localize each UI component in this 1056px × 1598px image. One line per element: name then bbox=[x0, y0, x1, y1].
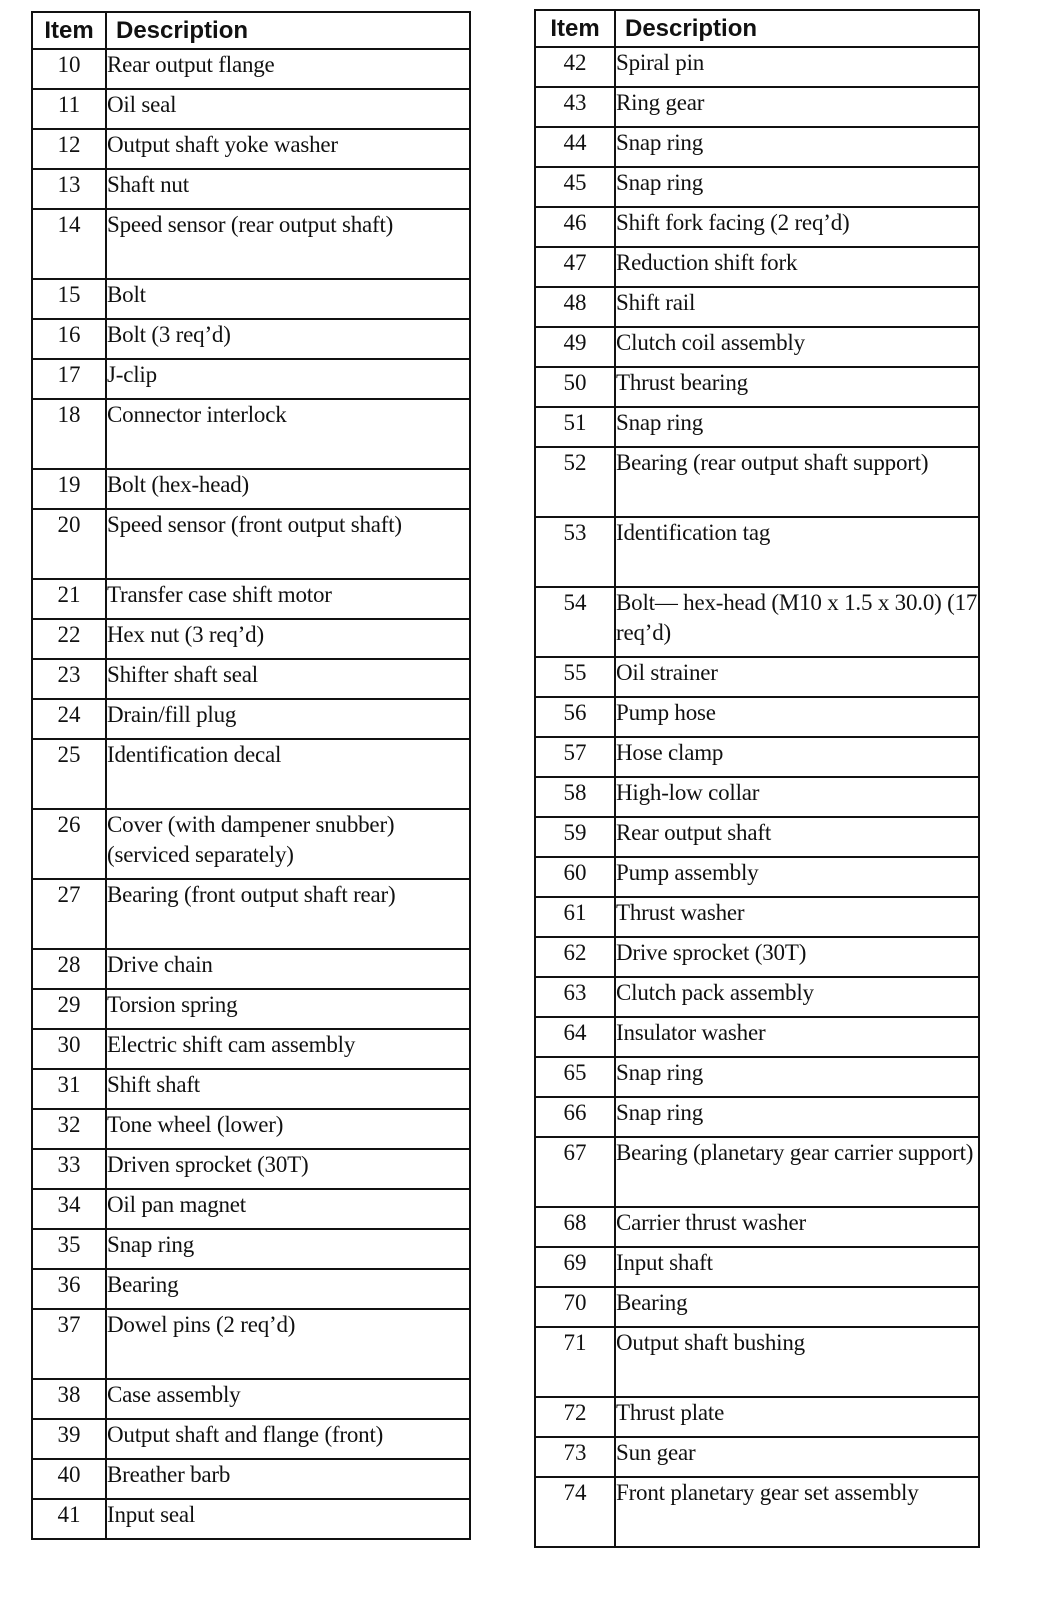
item-description: Input seal bbox=[106, 1499, 470, 1539]
header-row bbox=[535, 10, 979, 47]
item-number: 65 bbox=[535, 1057, 615, 1097]
table-row bbox=[32, 49, 470, 89]
item-description: Bearing bbox=[106, 1269, 470, 1309]
table-row bbox=[535, 937, 979, 977]
item-description: Oil seal bbox=[106, 89, 470, 129]
item-description: Speed sensor (front output shaft) bbox=[106, 509, 470, 579]
table-row bbox=[32, 1229, 470, 1269]
item-description: Shifter shaft seal bbox=[106, 659, 470, 699]
item-description: Thrust plate bbox=[615, 1397, 979, 1437]
item-number: 10 bbox=[32, 49, 106, 89]
table-row bbox=[535, 207, 979, 247]
item-description: Transfer case shift motor bbox=[106, 579, 470, 619]
item-number: 15 bbox=[32, 279, 106, 319]
item-number: 39 bbox=[32, 1419, 106, 1459]
item-description: Shift rail bbox=[615, 287, 979, 327]
table-row bbox=[32, 209, 470, 279]
item-description: High-low collar bbox=[615, 777, 979, 817]
table-row bbox=[535, 697, 979, 737]
table-row bbox=[535, 1477, 979, 1547]
table-row bbox=[32, 1309, 470, 1379]
table-row bbox=[535, 1247, 979, 1287]
table-row bbox=[32, 509, 470, 579]
item-number: 14 bbox=[32, 209, 106, 279]
item-number: 53 bbox=[535, 517, 615, 587]
table-row bbox=[535, 407, 979, 447]
item-description: Thrust bearing bbox=[615, 367, 979, 407]
table-row bbox=[535, 1057, 979, 1097]
item-number: 72 bbox=[535, 1397, 615, 1437]
table-row bbox=[535, 367, 979, 407]
table-row bbox=[535, 127, 979, 167]
table-row bbox=[535, 977, 979, 1017]
item-number: 42 bbox=[535, 47, 615, 87]
item-number: 56 bbox=[535, 697, 615, 737]
item-number: 58 bbox=[535, 777, 615, 817]
item-description: Clutch pack assembly bbox=[615, 977, 979, 1017]
item-description: Tone wheel (lower) bbox=[106, 1109, 470, 1149]
table-row bbox=[535, 447, 979, 517]
item-column-header: Item bbox=[535, 10, 615, 47]
item-number: 73 bbox=[535, 1437, 615, 1477]
table-row bbox=[535, 247, 979, 287]
item-description: Thrust washer bbox=[615, 897, 979, 937]
item-number: 48 bbox=[535, 287, 615, 327]
item-number: 20 bbox=[32, 509, 106, 579]
item-number: 43 bbox=[535, 87, 615, 127]
item-number: 22 bbox=[32, 619, 106, 659]
table-row bbox=[32, 739, 470, 809]
table-row bbox=[535, 587, 979, 657]
item-description: Hex nut (3 req’d) bbox=[106, 619, 470, 659]
item-description: Case assembly bbox=[106, 1379, 470, 1419]
header-row bbox=[32, 12, 470, 49]
item-number: 67 bbox=[535, 1137, 615, 1207]
item-number: 25 bbox=[32, 739, 106, 809]
item-number: 35 bbox=[32, 1229, 106, 1269]
item-description: Drain/fill plug bbox=[106, 699, 470, 739]
item-description: Driven sprocket (30T) bbox=[106, 1149, 470, 1189]
item-description: Output shaft bushing bbox=[615, 1327, 979, 1397]
item-description: Breather barb bbox=[106, 1459, 470, 1499]
item-number: 24 bbox=[32, 699, 106, 739]
table-row bbox=[535, 167, 979, 207]
table-row bbox=[535, 1437, 979, 1477]
table-row bbox=[535, 87, 979, 127]
table-row bbox=[32, 809, 470, 879]
item-description: Snap ring bbox=[615, 1097, 979, 1137]
parts-table-right bbox=[534, 9, 980, 1548]
item-number: 46 bbox=[535, 207, 615, 247]
table-row bbox=[32, 1109, 470, 1149]
item-number: 60 bbox=[535, 857, 615, 897]
table-row bbox=[32, 949, 470, 989]
table-row bbox=[32, 1029, 470, 1069]
table-row bbox=[32, 579, 470, 619]
table-row bbox=[32, 619, 470, 659]
item-description: Rear output shaft bbox=[615, 817, 979, 857]
item-number: 63 bbox=[535, 977, 615, 1017]
item-number: 18 bbox=[32, 399, 106, 469]
item-description: Bolt (hex-head) bbox=[106, 469, 470, 509]
item-number: 27 bbox=[32, 879, 106, 949]
table-row bbox=[535, 857, 979, 897]
item-number: 59 bbox=[535, 817, 615, 857]
item-number: 45 bbox=[535, 167, 615, 207]
table-row bbox=[535, 897, 979, 937]
item-description: Shift fork facing (2 req’d) bbox=[615, 207, 979, 247]
item-number: 49 bbox=[535, 327, 615, 367]
item-number: 69 bbox=[535, 1247, 615, 1287]
table-row bbox=[535, 1397, 979, 1437]
table-row bbox=[32, 659, 470, 699]
table-row bbox=[32, 1459, 470, 1499]
table-row bbox=[32, 399, 470, 469]
item-description: Bolt bbox=[106, 279, 470, 319]
item-description: Pump assembly bbox=[615, 857, 979, 897]
item-number: 13 bbox=[32, 169, 106, 209]
item-description: Oil strainer bbox=[615, 657, 979, 697]
item-number: 70 bbox=[535, 1287, 615, 1327]
table-row bbox=[32, 319, 470, 359]
item-description: Carrier thrust washer bbox=[615, 1207, 979, 1247]
table-row bbox=[535, 777, 979, 817]
table-row bbox=[535, 737, 979, 777]
item-description: Insulator washer bbox=[615, 1017, 979, 1057]
item-description: Sun gear bbox=[615, 1437, 979, 1477]
description-column-header: Description bbox=[615, 10, 979, 47]
item-number: 44 bbox=[535, 127, 615, 167]
item-description: Torsion spring bbox=[106, 989, 470, 1029]
item-number: 33 bbox=[32, 1149, 106, 1189]
item-number: 11 bbox=[32, 89, 106, 129]
item-description: Snap ring bbox=[615, 407, 979, 447]
item-description: Input shaft bbox=[615, 1247, 979, 1287]
item-number: 28 bbox=[32, 949, 106, 989]
item-number: 62 bbox=[535, 937, 615, 977]
item-number: 61 bbox=[535, 897, 615, 937]
table-row bbox=[32, 279, 470, 319]
item-number: 40 bbox=[32, 1459, 106, 1499]
table-row bbox=[32, 1499, 470, 1539]
item-column-header: Item bbox=[32, 12, 106, 49]
item-description: Dowel pins (2 req’d) bbox=[106, 1309, 470, 1379]
item-number: 57 bbox=[535, 737, 615, 777]
item-description: Shaft nut bbox=[106, 169, 470, 209]
item-description: Spiral pin bbox=[615, 47, 979, 87]
item-number: 31 bbox=[32, 1069, 106, 1109]
table-row bbox=[535, 1017, 979, 1057]
item-description: Snap ring bbox=[615, 167, 979, 207]
item-number: 23 bbox=[32, 659, 106, 699]
item-description: Bolt (3 req’d) bbox=[106, 319, 470, 359]
table-row bbox=[32, 1379, 470, 1419]
table-row bbox=[32, 1419, 470, 1459]
table-row bbox=[535, 817, 979, 857]
item-description: Reduction shift fork bbox=[615, 247, 979, 287]
item-description: Front planetary gear set assembly bbox=[615, 1477, 979, 1547]
table-row bbox=[535, 327, 979, 367]
item-description: Speed sensor (rear output shaft) bbox=[106, 209, 470, 279]
parts-table-left bbox=[31, 11, 471, 1540]
table-row bbox=[32, 89, 470, 129]
table-row bbox=[535, 1097, 979, 1137]
item-description: Clutch coil assembly bbox=[615, 327, 979, 367]
item-description: Output shaft and flange (front) bbox=[106, 1419, 470, 1459]
item-description: Bearing bbox=[615, 1287, 979, 1327]
item-description: Identification decal bbox=[106, 739, 470, 809]
item-number: 74 bbox=[535, 1477, 615, 1547]
item-number: 54 bbox=[535, 587, 615, 657]
item-description: Oil pan magnet bbox=[106, 1189, 470, 1229]
table-row bbox=[535, 1327, 979, 1397]
item-description: Bearing (planetary gear carrier support) bbox=[615, 1137, 979, 1207]
table-row bbox=[32, 1189, 470, 1229]
table-row bbox=[535, 1207, 979, 1247]
item-description: Hose clamp bbox=[615, 737, 979, 777]
item-description: J-clip bbox=[106, 359, 470, 399]
table-row bbox=[32, 359, 470, 399]
table-row bbox=[32, 879, 470, 949]
item-description: Cover (with dampener snubber) (serviced separately) bbox=[106, 809, 470, 879]
item-description: Identification tag bbox=[615, 517, 979, 587]
table-row bbox=[32, 129, 470, 169]
item-number: 12 bbox=[32, 129, 106, 169]
table-row bbox=[32, 469, 470, 509]
item-number: 34 bbox=[32, 1189, 106, 1229]
item-number: 38 bbox=[32, 1379, 106, 1419]
item-description: Snap ring bbox=[615, 1057, 979, 1097]
item-number: 68 bbox=[535, 1207, 615, 1247]
table-row bbox=[535, 1137, 979, 1207]
item-description: Shift shaft bbox=[106, 1069, 470, 1109]
item-number: 64 bbox=[535, 1017, 615, 1057]
item-description: Bearing (front output shaft rear) bbox=[106, 879, 470, 949]
item-number: 55 bbox=[535, 657, 615, 697]
item-number: 16 bbox=[32, 319, 106, 359]
item-description: Rear output flange bbox=[106, 49, 470, 89]
item-number: 52 bbox=[535, 447, 615, 517]
item-number: 29 bbox=[32, 989, 106, 1029]
item-number: 17 bbox=[32, 359, 106, 399]
item-number: 30 bbox=[32, 1029, 106, 1069]
item-description: Drive sprocket (30T) bbox=[615, 937, 979, 977]
item-number: 41 bbox=[32, 1499, 106, 1539]
item-description: Snap ring bbox=[615, 127, 979, 167]
table-row bbox=[32, 699, 470, 739]
item-number: 19 bbox=[32, 469, 106, 509]
table-row bbox=[32, 1069, 470, 1109]
table-row bbox=[535, 47, 979, 87]
item-number: 51 bbox=[535, 407, 615, 447]
item-description: Bolt— hex-head (M10 x 1.5 x 30.0) (17 req’d) bbox=[615, 587, 979, 657]
item-number: 32 bbox=[32, 1109, 106, 1149]
item-number: 50 bbox=[535, 367, 615, 407]
item-description: Electric shift cam assembly bbox=[106, 1029, 470, 1069]
item-description: Output shaft yoke washer bbox=[106, 129, 470, 169]
table-row bbox=[32, 1269, 470, 1309]
item-number: 47 bbox=[535, 247, 615, 287]
item-number: 26 bbox=[32, 809, 106, 879]
table-row bbox=[535, 1287, 979, 1327]
item-description: Snap ring bbox=[106, 1229, 470, 1269]
item-description: Bearing (rear output shaft support) bbox=[615, 447, 979, 517]
item-number: 36 bbox=[32, 1269, 106, 1309]
item-number: 71 bbox=[535, 1327, 615, 1397]
table-row bbox=[32, 989, 470, 1029]
item-description: Connector interlock bbox=[106, 399, 470, 469]
item-description: Pump hose bbox=[615, 697, 979, 737]
table-row bbox=[535, 517, 979, 587]
item-number: 37 bbox=[32, 1309, 106, 1379]
table-row bbox=[32, 169, 470, 209]
item-number: 21 bbox=[32, 579, 106, 619]
table-row bbox=[535, 657, 979, 697]
item-number: 66 bbox=[535, 1097, 615, 1137]
item-description: Drive chain bbox=[106, 949, 470, 989]
item-description: Ring gear bbox=[615, 87, 979, 127]
table-row bbox=[32, 1149, 470, 1189]
table-row bbox=[535, 287, 979, 327]
description-column-header: Description bbox=[106, 12, 470, 49]
